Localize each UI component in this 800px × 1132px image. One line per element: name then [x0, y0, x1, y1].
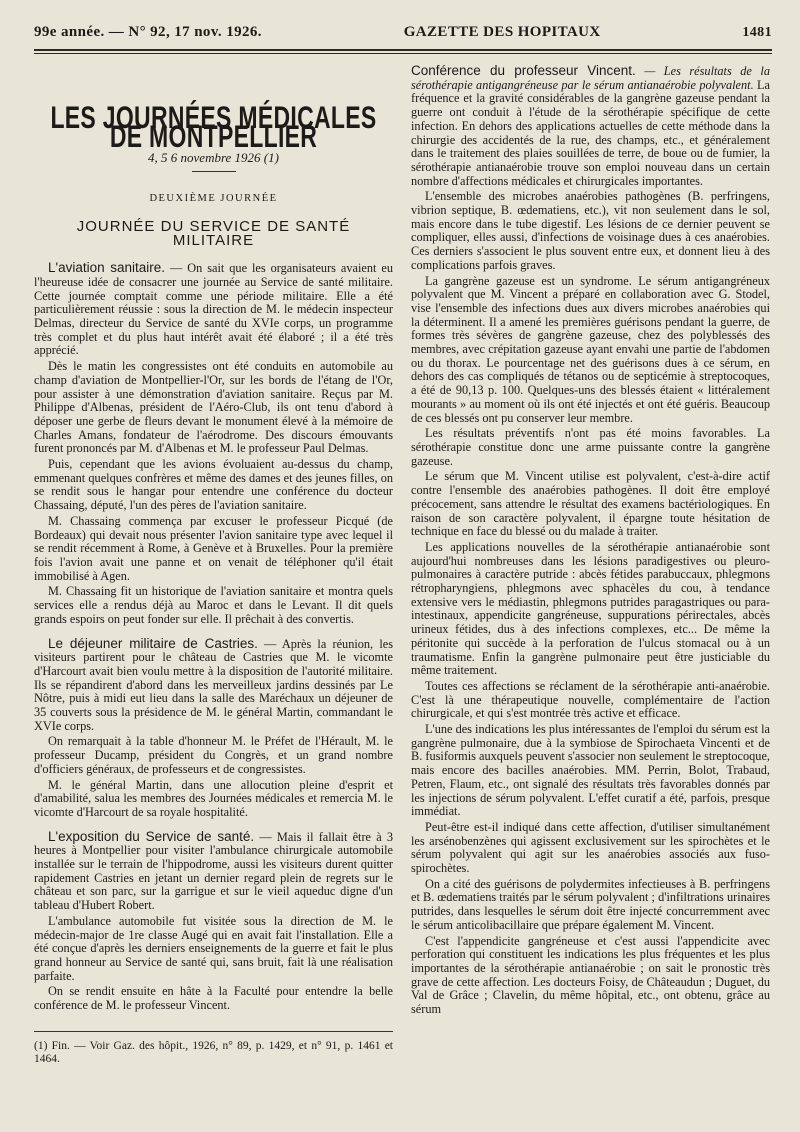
paragraph: Peut-être est-il indiqué dans cette affection, d'utiliser simultanément les arsénobenzènes qui agissent exclusivement sur les spirochètes et le sérum polyvalent qui agit sur les anaérobies associés aux fuso-spirochètes.	[411, 819, 770, 876]
left-column	[34, 64, 393, 1066]
paragraph: L'ambulance automobile fut visitée sous la direction de M. le médecin-major de 1re classe Augé qui en avait fait l'installation. Elle a été conçue d'après les derniers enseignements de la guerre et fait le plus grand honneur au Service de santé qui, sans bruit, fait là une réalisation parfaite.	[34, 913, 393, 983]
paragraph: L'ensemble des microbes anaérobies pathogènes (B. perfringens, vibrion septique, B. œdematiens, etc.), vit non seulement dans le sol, mais encore dans le tube digestif. Les lésions de ce dernier peuvent se compliquer, elles aussi, d'infections de voisinage dues à ces anaérobies. Ces derniers s'associent le plus souvent entre eux, et donnent lieu à des complications parfois graves.	[411, 189, 770, 272]
paragraph: On a cité des guérisons de polydermites infectieuses à B. perfringens et B. œdematiens traités par le sérum polyvalent ; d'infiltrations urinaires putrides, dans lesquelles le sérum doit être injecté concurremment avec le sérum anticolibacillaire que prépare également M. Vincent.	[411, 876, 770, 932]
journal-title: GAZETTE DES HOPITAUX	[403, 24, 601, 40]
article-dates: 4, 5 6 novembre 1926 (1)	[148, 150, 279, 166]
right-column	[411, 64, 770, 1066]
paragraph: L'exposition du Service de santé. — Mais il fallait être à 3 heures à Montpellier pour visiter l'ambulance chirurgicale automobile installée sur le terrain de l'hippodrome, aussi les visiteurs durent quitter rapidement Castries en jetant un dernier regard plein de regrets sur le château et son parc, sur la garrigue et sur le vieil aqueduc digne d'un tableau d'Hubert Robert.	[34, 828, 393, 913]
paragraph: L'aviation sanitaire. — On sait que les organisateurs avaient eu l'heureuse idée de consacrer une journée au Service de santé militaire. Cette journée comptait comme une période militaire. Elle a été particulièrement réussie : sous la direction de M. le médecin inspecteur Delmas, directeur du Service de santé du XVIe corps, un programme très complet et du plus haut intérêt avait été élaboré ; il a été très apprécié.	[34, 260, 393, 358]
paragraph: La gangrène gazeuse est un syndrome. Le sérum antigangréneux polyvalent que M. Vincent a préparé en collaboration avec G. Stodel, vise l'ensemble des infections dues aux divers microbes anaérobies qui la déterminent. Il a amené les premières guérisons pendant la guerre, de formes très sévères de gangrène gazeuse, chez des polyblessés des membres, avec crépitation gazeuse ayant envahi une partie de l'abdomen ou du thorax. Le pourcentage net des guérisons dues à ce sérum, en dehors des cas compliqués de tétanos ou de septicémie à streptocoques, a été de 90,13 p. 100. Quelques-uns des blessés étaient « littéralement mourants » au moment où ils ont été injectés et ont été guéris. Beaucoup de ces blessés ont pu conserver leur membre.	[411, 273, 770, 425]
dejeuner-heading: Le déjeuner militaire de Castries.	[48, 635, 258, 651]
paragraph: L'une des indications les plus intéressantes de l'emploi du sérum est la gangrène pulmonaire, due à la symbiose de Spirochaeta Vincenti et de B. fusiformis auxquels peuvent s'associer non seulement le streptocoque, mais encore des bacilles anaérobies. MM. Perrin, Bolot, Trabaud, Petren, Flaum, etc., ont signalé des résultats très favorables donnés par les injections de sérum polyvalent. L'effet curatif a été, parfois, presque immédiat.	[411, 722, 770, 819]
paragraph: M. le général Martin, dans une allocution pleine d'esprit et d'amabilité, salua les membres des Journées médicales et remercia M. le vicomte d'Harcourt de sa royale hospitalité.	[34, 777, 393, 819]
paragraph: Le déjeuner militaire de Castries. — Après la réunion, les visiteurs partirent pour le château de Castries que M. le vicomte d'Harcourt avait bien voulu mettre à la disposition de l'autorité militaire. Ils se répandirent d'abord dans les merveilleux jardins dessinés par Le Nôtre, puis à midi eut lieu dans la salle des Maréchaux un déjeuner de 35 couverts sous la présidence de M. le général Martin, commandant le XVIe corps.	[34, 635, 393, 733]
title-divider	[192, 171, 236, 172]
paragraph: Toutes ces affections se réclament de la sérothérapie anti-anaérobie. C'est là une thérapeutique nouvelle, complémentaire de l'action chirurgicale, et qui s'est montrée très active et efficace.	[411, 678, 770, 721]
paragraph: C'est l'appendicite gangréneuse et c'est aussi l'appendicite avec perforation qui constituent les indications les plus fréquentes et les plus importantes de la sérothérapie antianaérobie ; on sait le pronostic très grave de cette affection. Les docteurs Foisy, de Châteaudun ; Duguet, du Val de Grâce ; Clavelin, du même hôpital, etc., ont obtenu, grâce au sérum	[411, 933, 770, 1017]
header-rule-thin	[34, 53, 772, 54]
page-number: 1481	[742, 25, 772, 40]
footnote-rule	[34, 1031, 393, 1032]
paragraph: On remarquait à la table d'honneur M. le Préfet de l'Hérault, M. le professeur Ducamp, président du Congrès, et un grand nombre d'officiers généraux, de professeurs et de congressistes.	[34, 734, 393, 776]
page-header	[34, 24, 772, 41]
paragraph: Les applications nouvelles de la sérothérapie antianaérobie sont aujourd'hui nombreuses dans les lésions paradigestives ou pleuro-pulmonaires à caractère putride : abcès fétides parabuccaux, phlegmons rétropharyngiens, phlegmons avec sphacèles du cou, à tendance extensive vers le médiastin, phlegmons putrides paragastriques ou para-intestinaux, appendicite gangréneuse, suppurations périrectales, abcès urineux fétides, dus à des infections complexes, etc... De même la péritonite qui succède à la perforation de l'ulcus stomacal ou à un traumatisme. Enfin la gangrène pulmonaire peut être justiciable du même traitement.	[411, 539, 770, 678]
issue-info: 99e année. — N° 92, 17 nov. 1926.	[34, 24, 262, 40]
aviation-heading: L'aviation sanitaire.	[48, 260, 166, 276]
exposition-heading: L'exposition du Service de santé.	[48, 828, 255, 844]
header-rule	[34, 49, 772, 51]
paragraph: M. Chassaing fit un historique de l'aviation sanitaire et montra quels services elle a rendus déjà au Maroc et dans le Levant. Il dit quels grands espoirs on peut fonder sur elle. Il prêchait à des convertis.	[34, 584, 393, 626]
conference-subject: — Les résultats de la sérothérapie antigangréneuse par le sérum antianaérobie polyvalent.	[411, 64, 770, 92]
footnote: (1) Fin. — Voir Gaz. des hôpit., 1926, n° 89, p. 1429, et n° 91, p. 1461 et 1464.	[34, 1039, 393, 1065]
day-label: DEUXIÈME JOURNÉE	[149, 193, 278, 205]
paragraph: On se rendit ensuite en hâte à la Faculté pour entendre la belle conférence de M. le professeur Vincent.	[34, 984, 393, 1013]
paragraph: Les résultats préventifs n'ont pas été moins favorables. La sérothérapie constitue donc une arme puissante contre la gangrène gazeuse.	[411, 426, 770, 468]
two-column-body	[34, 64, 772, 1066]
paragraph: Puis, cependant que les avions évoluaient au-dessus du champ, emmenant quelques confrères et même des dames et des jeunes filles, on se rendit sous le hangar pour entendre une conférence du docteur Chassaing, député, l'un des pères de l'aviation sanitaire.	[34, 457, 393, 513]
paragraph: Conférence du professeur Vincent. — Les résultats de la sérothérapie antigangréneuse par le sérum antianaérobie polyvalent. La fréquence et la gravité considérables de la gangrène gazeuse pendant la guerre ont conduit à l'étude de la sérothérapie spécifique de cette infection. En dehors des applications actuelles de cette méthode dans la chirurgie des accidentés de la rue, des champs, etc., et généralement dans le traitement des plaies souillées de terre, de boue ou de fumier, la sérothérapie antianaérobie trouve son emploi nouveau dans un certain nombre d'affections médicales et chirurgicales importantes.	[411, 63, 770, 188]
article-title: LES JOURNÉES MÉDICALES DE MONTPELLIER	[50, 99, 377, 154]
conference-heading: Conférence du professeur Vincent.	[411, 63, 636, 78]
section-title: JOURNÉE DU SERVICE DE SANTÉ MILITAIRE	[76, 217, 351, 249]
paragraph: Dès le matin les congressistes ont été conduits en automobile au champ d'aviation de Montpellier-l'Or, sur les bords de l'étang de l'Or, pour assister à une démonstration d'aviation sanitaire. Reçus par M. Philippe d'Albenas, président de l'Aéro-Club, ils ont tenu d'abord à déposer une gerbe de fleurs devant le monument élevé à la mémoire de Charles Amans, fondateur de l'aérodrome. Des discours émouvants furent prononcés par M. d'Albenas et M. le professeur Paul Delmas.	[34, 359, 393, 456]
paragraph: M. Chassaing commença par excuser le professeur Picqué (de Bordeaux) qui devait nous présenter l'avion sanitaire type avec lequel il se rendit récemment à Rome, à Genève et à Bruxelles. Pour la première fois l'avion avait une panne et on venait de téléphoner qu'il était immobilisé à Agen.	[34, 513, 393, 583]
paragraph: Le sérum que M. Vincent utilise est polyvalent, c'est-à-dire actif contre l'ensemble des anaérobies pathogènes. Il doit être employé précocement, sans attendre le résultat des examens bactériologiques. En raison de son caractère polyvalent, il épargne toute hésitation de technique en face du blessé ou du malade à traiter.	[411, 469, 770, 539]
